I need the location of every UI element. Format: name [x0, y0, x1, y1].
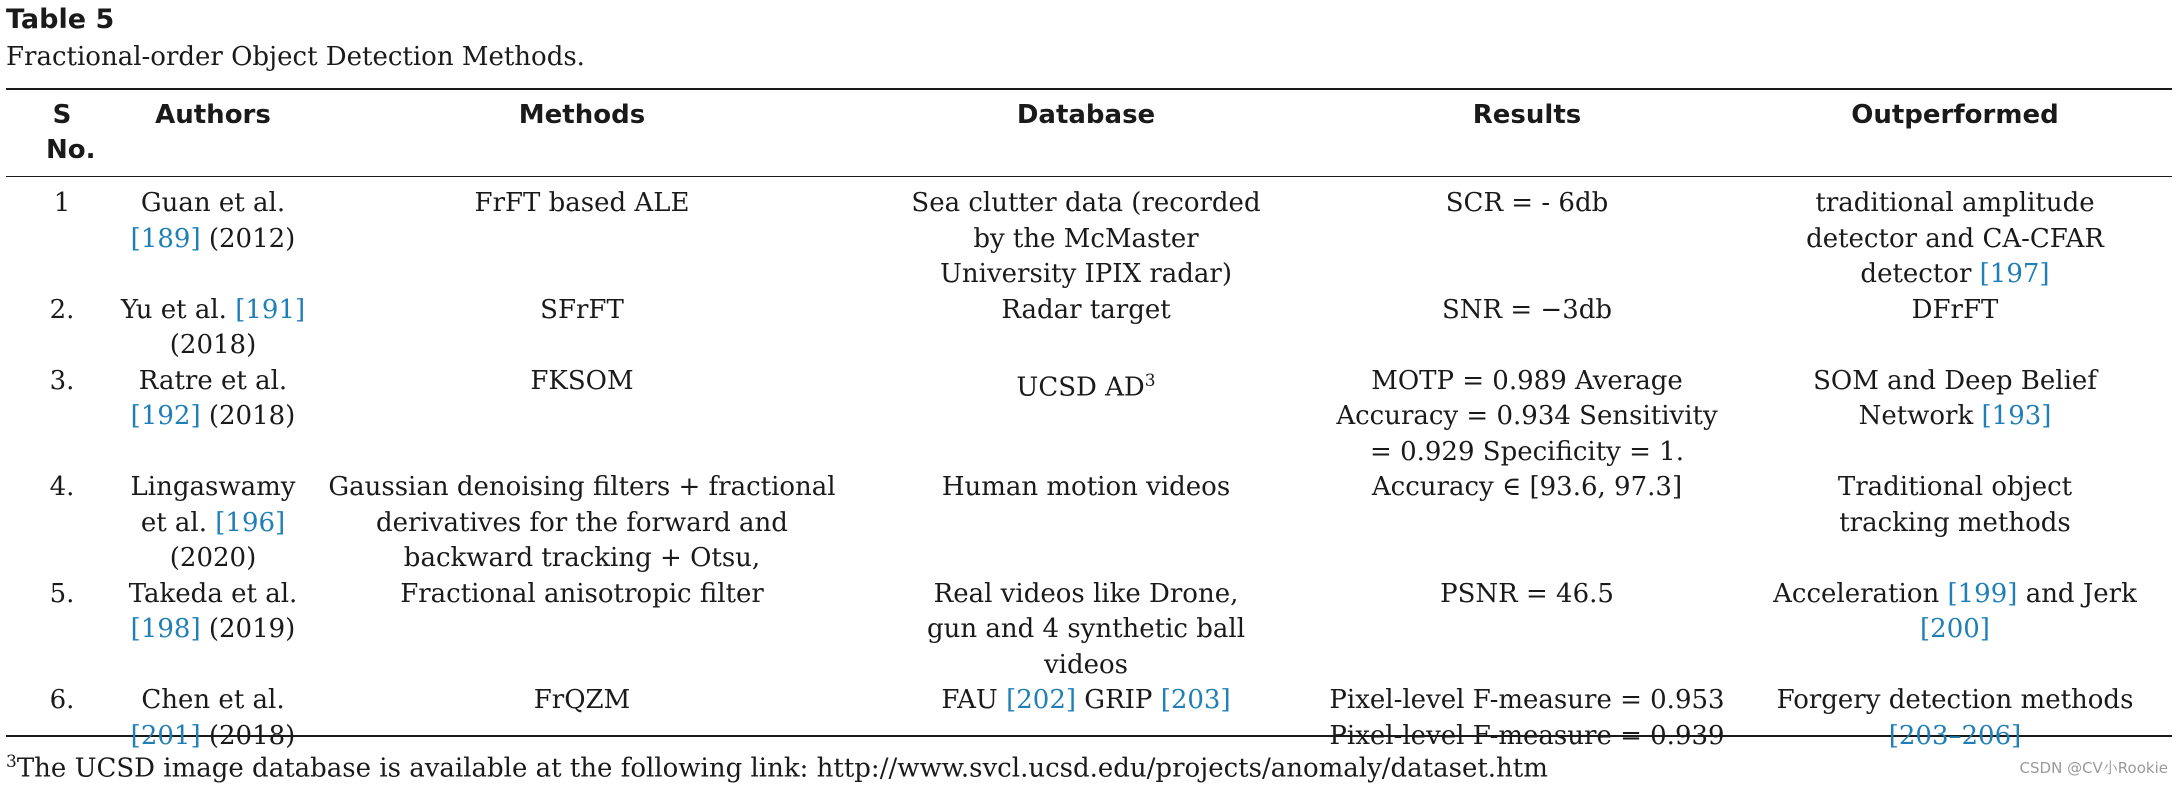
cell-database: Real videos like Drone, gun and 4 synthetic ball videos: [926, 578, 1246, 680]
table-label: Table 5: [6, 4, 115, 35]
cell-outperformed: DFrFT: [1911, 294, 1999, 325]
table-row: [6, 577, 2172, 684]
citation-link[interactable]: [200]: [1920, 614, 1990, 644]
citation-link[interactable]: [193]: [1981, 401, 2052, 431]
table-title: Fractional-order Object Detection Methods.: [6, 42, 585, 72]
citation-link[interactable]: [197]: [1979, 259, 2050, 289]
author-name: Chen et al.: [141, 685, 285, 715]
cell-method: FrQZM: [533, 685, 631, 715]
citation-link[interactable]: [203–206]: [1888, 720, 2022, 751]
author-year: (2018): [208, 401, 296, 431]
cell-authors: [118, 364, 308, 471]
cell-method: Gaussian denoising filters + fractional derivatives for the forward and backward tracking + Otsu,: [328, 472, 836, 573]
database-text: GRIP: [1084, 685, 1153, 715]
citation-link[interactable]: [189]: [130, 223, 201, 254]
citation-link[interactable]: [202]: [1006, 685, 1077, 715]
result-line: Pixel-level F-measure = 0.939: [1329, 720, 1725, 751]
cell-result: SCR = - 6db: [1445, 188, 1609, 218]
watermark: CSDN @CV小Rookie: [2019, 759, 2168, 777]
cell-outperformed: Traditional object tracking methods: [1837, 472, 2073, 538]
footnote-marker[interactable]: 3: [1144, 370, 1156, 391]
cell-database: [856, 364, 1316, 471]
author-name: Takeda et al.: [128, 578, 298, 609]
author-year: (2020): [169, 543, 257, 573]
header-authors: Authors: [155, 100, 271, 130]
cell-authors: [118, 577, 308, 684]
cell-sno: 4.: [49, 472, 75, 502]
footnote-mark: 3: [6, 752, 17, 772]
cell-method: FrFT based ALE: [474, 188, 690, 218]
cell-method: Fractional anisotropic filter: [400, 578, 764, 609]
header-results: Results: [1472, 100, 1582, 130]
citation-link[interactable]: [198]: [130, 614, 201, 644]
header-methods: Methods: [518, 100, 646, 130]
header-sno: S No.: [46, 100, 96, 165]
detection-methods-table: [6, 90, 2172, 754]
cell-outperformed: [1738, 176, 2172, 293]
database-text: FAU: [941, 685, 998, 715]
citation-link[interactable]: [199]: [1947, 578, 2018, 609]
table-footnote: [6, 744, 1548, 787]
cell-result: SNR = −3db: [1441, 294, 1613, 325]
citation-link[interactable]: [191]: [235, 294, 306, 325]
outperformed-text: Forgery detection methods: [1776, 685, 2134, 715]
outperformed-text: Acceleration: [1773, 578, 1940, 609]
citation-link[interactable]: [203]: [1160, 685, 1231, 715]
result-line: Pixel-level F-measure = 0.953: [1329, 685, 1725, 715]
author-name: Lingaswamy et al.: [130, 472, 296, 538]
author-year: (2018): [169, 330, 257, 360]
cell-sno: 3.: [49, 365, 75, 396]
cell-result: MOTP = 0.989 Average Accuracy = 0.934 Sensitivity = 0.929 Specificity = 1.: [1336, 365, 1718, 467]
author-year: (2012): [208, 223, 296, 254]
outperformed-text: and Jerk: [2025, 578, 2137, 609]
database-text: UCSD AD: [1016, 372, 1145, 403]
cell-outperformed: [1738, 577, 2172, 684]
cell-method: SFrFT: [540, 294, 624, 325]
table-row: [6, 364, 2172, 471]
header-row: [6, 90, 2172, 176]
outperformed-text: traditional amplitude detector and CA-CFAR detector: [1806, 188, 2104, 289]
cell-method: FKSOM: [530, 365, 634, 396]
cell-sno: 6.: [49, 685, 75, 715]
table-caption: [6, 2, 585, 76]
table-row: [6, 176, 2172, 293]
citation-link[interactable]: [192]: [130, 401, 201, 431]
cell-database: Human motion videos: [941, 472, 1231, 502]
cell-outperformed: [1738, 683, 2172, 754]
cell-authors: [118, 470, 308, 577]
citation-link[interactable]: [196]: [215, 507, 286, 538]
cell-authors: [118, 176, 308, 293]
cell-result: Accuracy ∈ [93.6, 97.3]: [1371, 472, 1683, 502]
cell-sno: 5.: [49, 578, 75, 609]
header-database: Database: [1016, 100, 1156, 130]
outperformed-text: SOM and Deep Belief Network: [1813, 365, 2097, 431]
author-year: (2019): [208, 614, 296, 644]
table-row: [6, 470, 2172, 577]
citation-link[interactable]: [201]: [130, 720, 201, 751]
cell-database: Sea clutter data (recorded by the McMaster University IPIX radar): [911, 188, 1261, 289]
cell-authors: [118, 293, 308, 364]
cell-outperformed: [1738, 364, 2172, 471]
cell-result: PSNR = 46.5: [1440, 578, 1614, 609]
cell-database: Radar target: [1001, 294, 1171, 325]
author-name: Guan et al.: [140, 188, 286, 218]
table-row: [6, 293, 2172, 364]
header-outperformed: Outperformed: [1851, 100, 2059, 130]
cell-sno: 1: [53, 188, 71, 218]
author-name: Yu et al.: [120, 294, 227, 325]
author-name: Ratre et al.: [138, 365, 288, 396]
footnote-text: The UCSD image database is available at the following link: http://www.svcl.ucsd.edu/projects/anomaly/dataset.htm: [16, 753, 1548, 784]
author-year: (2018): [208, 720, 296, 751]
cell-sno: 2.: [49, 294, 75, 325]
